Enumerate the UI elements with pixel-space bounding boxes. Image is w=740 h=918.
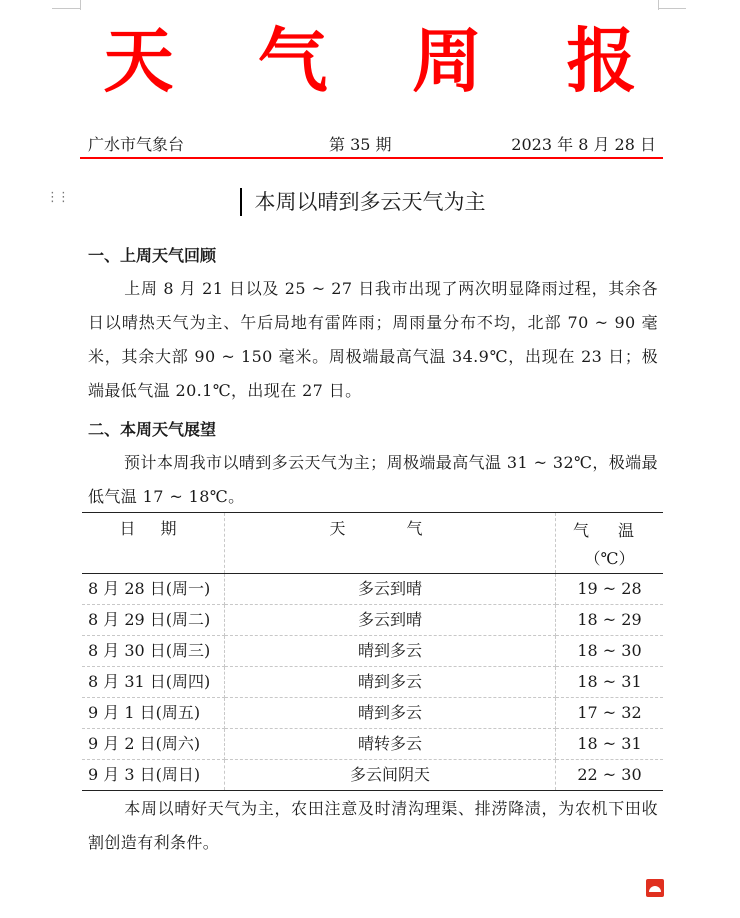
row-weather: 多云到晴 — [225, 574, 556, 605]
crop-mark-top-right — [658, 8, 686, 9]
table-row — [82, 760, 663, 791]
table-header-row — [82, 513, 663, 574]
row-date: 9 月 2 日(周六) — [82, 729, 225, 760]
row-temp: 22 ~ 30 — [556, 760, 664, 791]
row-temp: 18 ~ 29 — [556, 605, 664, 636]
section-title-outlook: 二、本周天气展望 — [88, 420, 217, 439]
headline[interactable]: 本周以晴到多云天气为主 — [254, 190, 486, 214]
issue-line — [80, 133, 660, 157]
forecast-table — [82, 512, 663, 791]
crop-mark-top-right — [658, 0, 659, 10]
outlook-text: 预计本周我市以晴到多云天气为主；周极端最高气温 31 ~ 32℃，极端最低气温 17 ~ 18℃。 — [88, 453, 658, 506]
row-date: 8 月 28 日(周一) — [82, 574, 225, 605]
header-temp-label: 气 温 — [572, 521, 647, 540]
row-weather: 晴到多云 — [225, 667, 556, 698]
row-temp: 18 ~ 30 — [556, 636, 664, 667]
header-weather: 天 气 — [225, 513, 556, 574]
table-row — [82, 605, 663, 636]
issue-date: 2023 年 8 月 28 日 — [511, 135, 656, 154]
header-date: 日 期 — [82, 513, 225, 574]
issuing-org: 广水市气象台 — [88, 135, 185, 154]
review-text: 上周 8 月 21 日以及 25 ~ 27 日我市出现了两次明显降雨过程，其余各日以晴热天气为主、午后局地有雷阵雨；周雨量分布不均，北部 70 ~ 90 毫米，其余大部 90 ~ 150 毫米。周极端最高气温 34.9℃，出现在 23 日；极端最低气温 20.1℃，出现在 27 日。 — [88, 279, 658, 400]
row-weather: 晴转多云 — [225, 729, 556, 760]
table-row — [82, 574, 663, 605]
red-divider — [80, 157, 663, 159]
header-temp — [556, 513, 664, 574]
row-temp: 18 ~ 31 — [556, 729, 664, 760]
row-weather: 晴到多云 — [225, 698, 556, 729]
table-row — [82, 667, 663, 698]
row-date: 9 月 3 日(周日) — [82, 760, 225, 791]
review-paragraph — [88, 272, 658, 408]
outlook-paragraph — [88, 446, 658, 514]
row-temp: 17 ~ 32 — [556, 698, 664, 729]
crop-mark-top-left — [52, 8, 80, 9]
table-row — [82, 729, 663, 760]
masthead-title: 天 气 周 报 — [103, 20, 667, 102]
closing-text: 本周以晴好天气为主，农田注意及时清沟理渠、排涝降渍，为农机下田收割创造有利条件。 — [88, 799, 658, 852]
row-weather: 多云间阴天 — [225, 760, 556, 791]
row-temp: 19 ~ 28 — [556, 574, 664, 605]
row-weather: 晴到多云 — [225, 636, 556, 667]
header-temp-unit: （℃） — [584, 549, 635, 568]
row-date: 9 月 1 日(周五) — [82, 698, 225, 729]
row-date: 8 月 31 日(周四) — [82, 667, 225, 698]
issue-number: 第 35 期 — [329, 135, 392, 154]
row-weather: 多云到晴 — [225, 605, 556, 636]
drag-handle-icon[interactable]: ⋮⋮ — [46, 190, 68, 205]
table-row — [82, 698, 663, 729]
row-date: 8 月 29 日(周二) — [82, 605, 225, 636]
table-row — [82, 636, 663, 667]
row-temp: 18 ~ 31 — [556, 667, 664, 698]
row-date: 8 月 30 日(周三) — [82, 636, 225, 667]
section-title-review: 一、上周天气回顾 — [88, 246, 217, 265]
stamp-icon[interactable] — [646, 879, 664, 897]
closing-paragraph — [88, 792, 658, 860]
crop-mark-top-left — [80, 0, 81, 10]
